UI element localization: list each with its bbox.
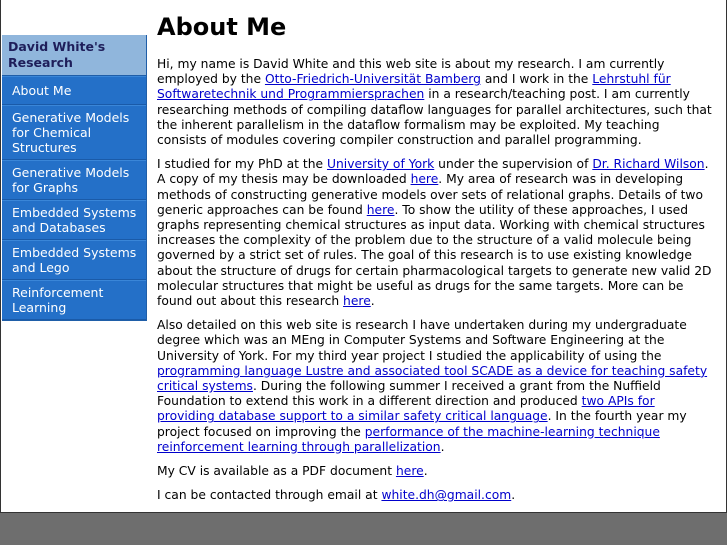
text: Also detailed on this web site is research I have undertaken during my undergraduate degree which was an MEng in Computer Systems and Software Engineering at the University of York. For my third year project I studied the applicability of using the — [157, 318, 687, 363]
sidebar-item-embedded-systems-databases[interactable]: Embedded Systems and Databases — [2, 200, 146, 240]
sidebar-item-about-me[interactable]: About Me — [2, 76, 146, 105]
text: . — [511, 488, 516, 503]
page-title: About Me — [157, 13, 287, 41]
phd-paragraph — [157, 157, 712, 309]
sidebar-item-generative-models-chemical[interactable]: Generative Models for Chemical Structures — [2, 105, 146, 160]
text: . My area of research was in developing methods of constructing generative models over sets of relational graphs. Details of two generic approaches can be found — [157, 172, 703, 217]
text: . — [440, 439, 445, 454]
contact-paragraph — [157, 488, 712, 503]
york-university-link[interactable]: University of York — [326, 157, 435, 172]
text: . In the fourth year my project focused on improving the — [157, 409, 687, 439]
generic-approaches-link[interactable]: here — [366, 202, 395, 217]
text: . — [370, 294, 375, 309]
sidebar-title: David White's Research — [2, 35, 146, 76]
email-link[interactable]: white.dh@gmail.com — [381, 488, 512, 503]
richard-wilson-link[interactable]: Dr. Richard Wilson — [592, 157, 705, 172]
text: I studied for my PhD at the — [157, 157, 327, 172]
footer-bar — [0, 513, 727, 545]
text: . To show the utility of these approaches, I used graphs representing chemical structures as input data. Working with chemical structures increases the complexity of the problem due to the structure of a valid molecule being governed by a strict set of rules. The goal of this research is to use existing knowledge about the structure of drugs for certain pharmacological targets to generate new valid 2D molecular structures that might be useful as drugs for the same targets. More can be found out about this research — [157, 202, 712, 309]
undergraduate-paragraph — [157, 318, 712, 455]
thesis-download-link[interactable]: here — [410, 172, 439, 187]
text: and I work in the — [480, 72, 593, 87]
text: in a research/teaching post. I am currently researching methods of compiling dataflow languages for parallel architectures, such that the inherent parallelism in the dataflow formalism may be exploited. My teaching consists of modules covering compiler construction and parallel programming. — [157, 87, 712, 148]
text: . A copy of my thesis may be downloaded — [157, 157, 709, 187]
lustre-scade-link[interactable]: programming language Lustre and associated tool SCADE as a device for teaching safety critical systems — [157, 363, 708, 394]
cv-paragraph — [157, 464, 712, 479]
cv-pdf-link[interactable]: here — [395, 464, 424, 479]
text: Hi, my name is David White and this web site is about my research. I am currently employed by the — [157, 57, 665, 87]
database-apis-link[interactable]: two APIs for providing database support to a similar safety critical language — [157, 394, 655, 424]
text: . During the following summer I received a grant from the Nuffield Foundation to extend this work in a different direction and produced — [157, 379, 661, 409]
reinforcement-learning-link[interactable]: performance of the machine-learning technique reinforcement learning through parallelization — [157, 424, 660, 454]
intro-paragraph — [157, 57, 712, 148]
bamberg-university-link[interactable]: Otto-Friedrich-Universität Bamberg — [264, 72, 481, 87]
sidebar-item-reinforcement-learning[interactable]: Reinforcement Learning — [2, 280, 146, 320]
text: under the supervision of — [434, 157, 593, 172]
sidebar-nav — [2, 35, 147, 321]
sidebar-item-embedded-systems-lego[interactable]: Embedded Systems and Lego — [2, 240, 146, 280]
text: . — [423, 464, 428, 479]
main-content — [157, 12, 712, 512]
text: My CV is available as a PDF document — [157, 464, 396, 479]
lehrstuhl-link[interactable]: Lehrstuhl für Softwaretechnik und Programmiersprachen — [157, 72, 671, 102]
chemical-research-link[interactable]: here — [343, 294, 371, 309]
text: I can be contacted through email at — [157, 488, 382, 503]
sidebar-item-generative-models-graphs[interactable]: Generative Models for Graphs — [2, 160, 146, 200]
